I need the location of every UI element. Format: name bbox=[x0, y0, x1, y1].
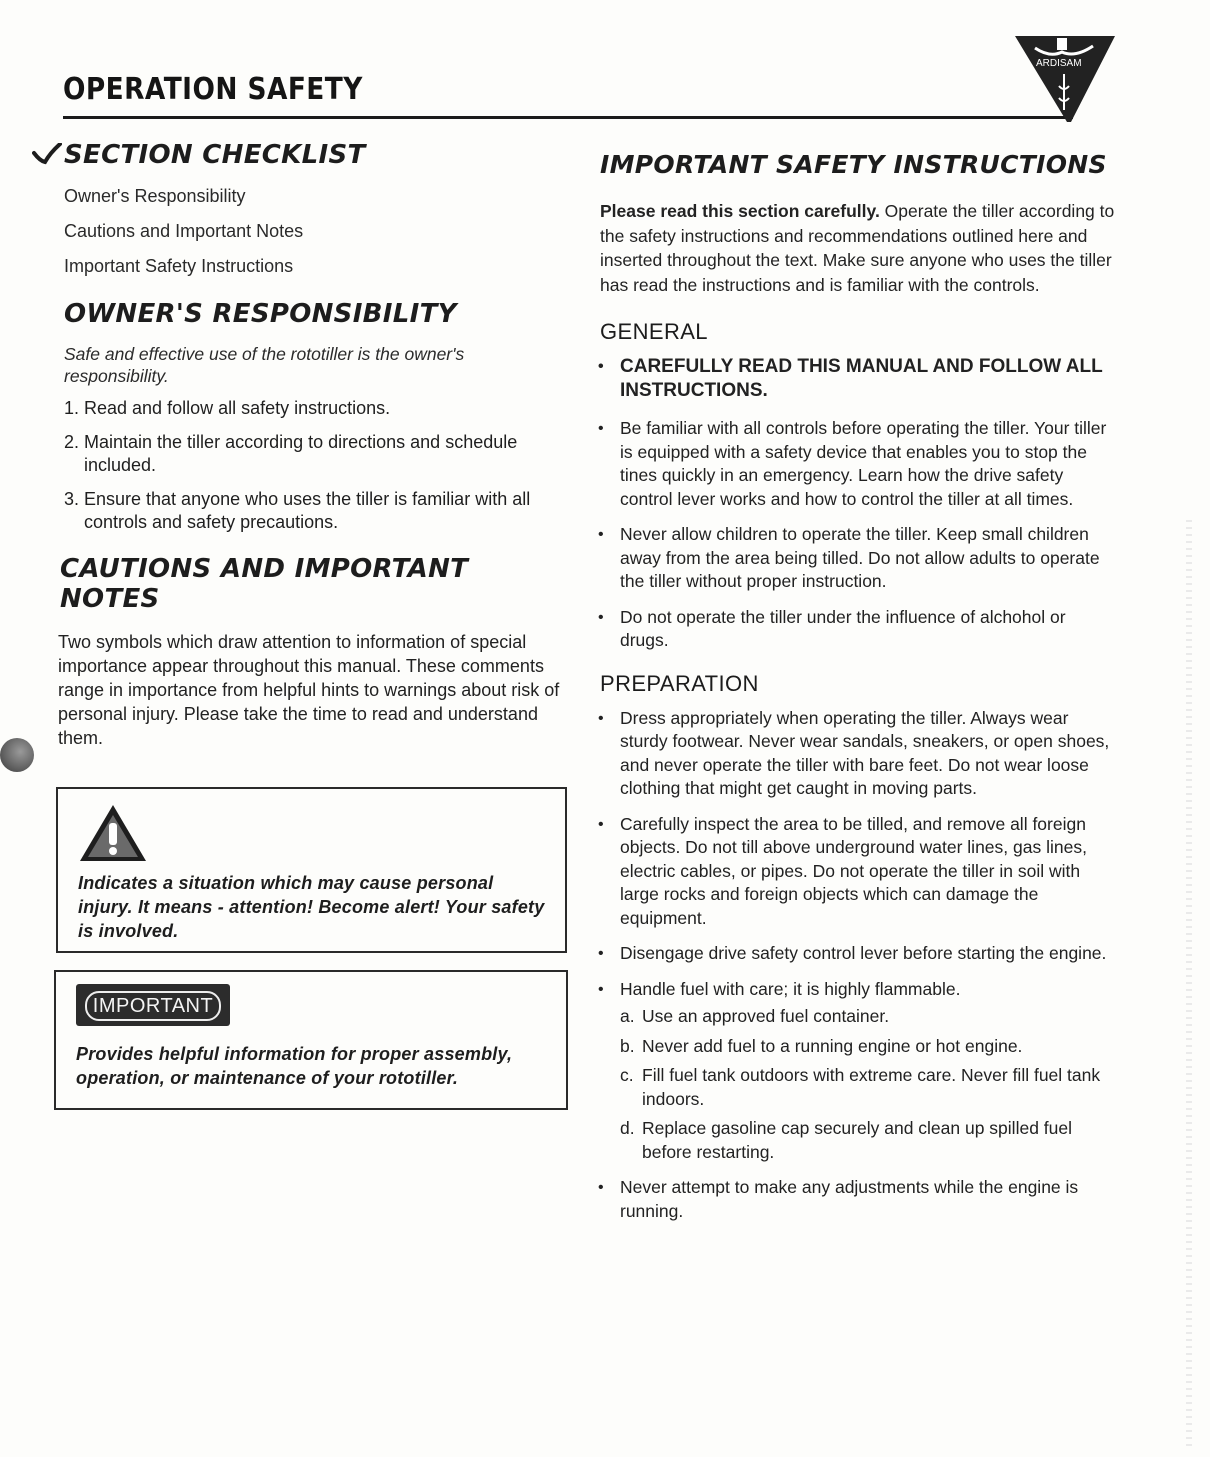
checklist bbox=[64, 186, 570, 277]
list-item: 3. Ensure that anyone who uses the tiller is familiar with all controls and safety precautions. bbox=[64, 489, 531, 532]
checklist-item: Important Safety Instructions bbox=[64, 256, 294, 276]
checkmark-icon bbox=[32, 143, 62, 165]
cautions-body: Two symbols which draw attention to information of special importance appear throughout this manual. These comments range in importance from helpful hints to warnings about risk of personal injury. Please take the time to read and understand them. bbox=[58, 632, 560, 748]
section-checklist bbox=[30, 140, 570, 170]
general-heading: GENERAL bbox=[600, 319, 708, 344]
owner-heading: OWNER'S RESPONSIBILITY bbox=[64, 299, 457, 329]
cautions-heading: CAUTIONS AND IMPORTANT NOTES bbox=[60, 554, 469, 614]
owner-intro: Safe and effective use of the rototiller is the owner's responsibility. bbox=[64, 344, 465, 386]
sub-item: d. Replace gasoline cap securely and clean up spilled fuel before restarting. bbox=[620, 1118, 1072, 1162]
checklist-item: Owner's Responsibility bbox=[64, 186, 246, 206]
warning-text: Indicates a situation which may cause personal injury. It means - attention! Become alert! Your safety is involved. bbox=[78, 873, 545, 941]
important-box bbox=[54, 970, 568, 1110]
left-column bbox=[30, 140, 570, 750]
list-item: • Carefully inspect the area to be tilled, and remove all foreign objects. Do not till above underground water lines, gas lines, electric cables, or pipes. Do not operate the tiller in soil with large rocks and foreign objects which can damage the equipment. bbox=[596, 813, 1116, 931]
important-text: Provides helpful information for proper assembly, operation, or maintenance of your rototiller. bbox=[76, 1044, 513, 1088]
list-item: • Never allow children to operate the tiller. Keep small children away from the area being tilled. Do not allow adults to operate the tiller without proper instruction. bbox=[596, 523, 1116, 594]
list-item: • Disengage drive safety control lever before starting the engine. bbox=[596, 942, 1116, 966]
preparation-heading: PREPARATION bbox=[600, 670, 759, 696]
scan-edge bbox=[1186, 520, 1192, 1450]
fuel-subitems bbox=[620, 1005, 1116, 1164]
important-badge bbox=[76, 984, 230, 1026]
checklist-item: Cautions and Important Notes bbox=[64, 221, 304, 241]
right-column bbox=[596, 150, 1126, 1235]
safety-intro: Please read this section carefully. Operate the tiller according to the safety instructions and recommendations outlined here and inserted throughout the text. Make sure anyone who uses the tiller has read the instructions and is familiar with the controls. bbox=[600, 201, 1115, 295]
sub-item: a. Use an approved fuel container. bbox=[620, 1006, 890, 1026]
list-item: • Never attempt to make any adjustments while the engine is running. bbox=[596, 1176, 1116, 1223]
list-item: • Be familiar with all controls before operating the tiller. Your tiller is equipped with a safety device that enables you to stop the tines quickly in an emergency. Learn how the drive safety control lever works and how to control the tiller at all times. bbox=[596, 417, 1116, 511]
ardisam-logo-icon bbox=[1015, 34, 1115, 124]
page-title: OPERATION SAFETY bbox=[63, 72, 363, 107]
scan-mark bbox=[0, 738, 34, 772]
list-item: • Dress appropriately when operating the tiller. Always wear sturdy footwear. Never wear sandals, sneakers, or open shoes, and never operate the tiller with bare feet. Do not wear loose clothing that might get caught in moving parts. bbox=[596, 707, 1116, 801]
list-item: 2. Maintain the tiller according to directions and schedule included. bbox=[64, 432, 518, 475]
warning-triangle-icon bbox=[78, 803, 148, 863]
checklist-heading: SECTION CHECKLIST bbox=[64, 140, 366, 170]
sub-item: c. Fill fuel tank outdoors with extreme care. Never fill fuel tank indoors. bbox=[620, 1065, 1101, 1109]
list-item: • Handle fuel with care; it is highly flammable. a. Use an approved fuel container. b. Never add fuel to a running engine or hot engine. c. Fill fuel tank outdoors with extreme care. Never fill fuel tank indoors. d. Replace gasoline cap securely and clean up spilled fuel before restarting. bbox=[596, 978, 1116, 1165]
owner-list bbox=[64, 397, 570, 534]
list-item: • CAREFULLY READ THIS MANUAL AND FOLLOW ALL INSTRUCTIONS. bbox=[596, 355, 1116, 403]
list-item: • Do not operate the tiller under the influence of alchohol or drugs. bbox=[596, 606, 1116, 653]
preparation-list bbox=[596, 707, 1126, 1224]
general-list bbox=[596, 355, 1126, 653]
logo-text: ARDISAM bbox=[1036, 58, 1082, 69]
important-label: IMPORTANT bbox=[85, 991, 221, 1021]
header-rule bbox=[63, 116, 1073, 119]
warning-box bbox=[56, 787, 567, 953]
list-item: 1. Read and follow all safety instructions. bbox=[64, 398, 391, 418]
page-header bbox=[63, 66, 1075, 122]
sub-item: b. Never add fuel to a running engine or hot engine. bbox=[620, 1035, 1023, 1056]
safety-instructions-heading: IMPORTANT SAFETY INSTRUCTIONS bbox=[600, 150, 1107, 179]
